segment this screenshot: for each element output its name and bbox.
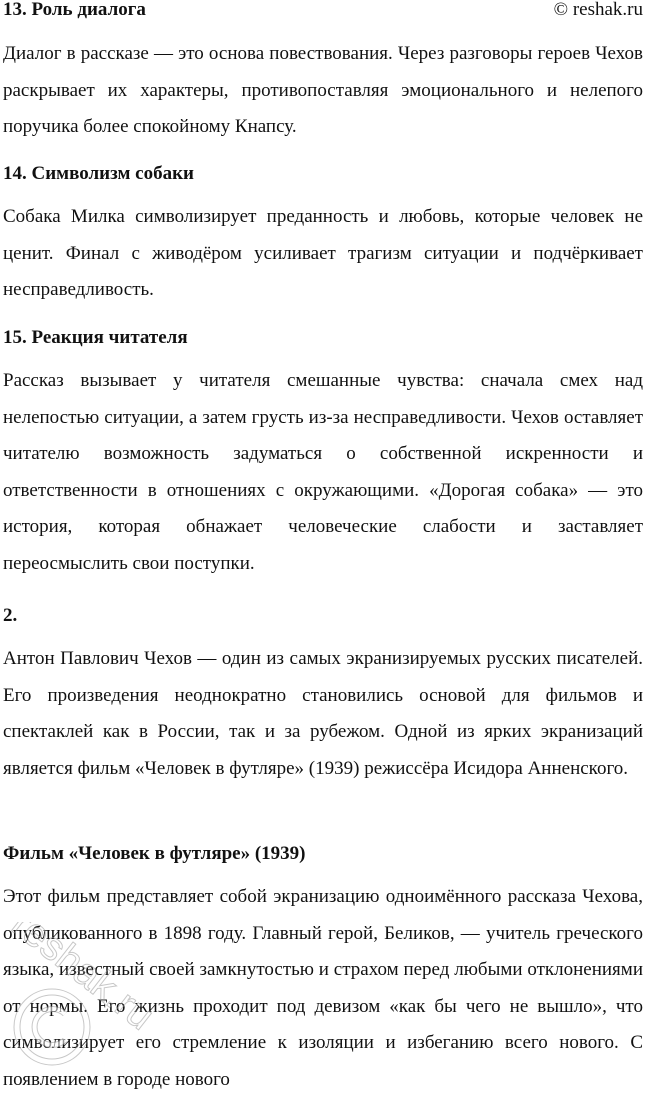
section-15-title: 15. Реакция читателя — [3, 327, 188, 348]
film-section — [3, 843, 643, 865]
paragraph: Диалог в рассказе — это основа повествования. Через разговоры героев Чехов раскрывает их характеры, противопоставляя эмоционального и нелепого поручика более спокойному Кнапсу. — [3, 43, 643, 137]
film-section-body — [3, 879, 643, 1098]
paragraph: Собака Милка символизирует преданность и любовь, которые человек не ценит. Финал с живодёром усиливает трагизм ситуации и подчёркивает несправедливость. — [3, 206, 643, 300]
question-2-body — [3, 641, 643, 787]
section-15 — [3, 327, 643, 349]
svg-text:reshak.ru: reshak.ru — [3, 922, 163, 1039]
section-14 — [3, 163, 643, 185]
question-2 — [3, 605, 643, 627]
question-2-title: 2. — [3, 605, 18, 626]
page-header — [3, 0, 643, 30]
copyright-label: © reshak.ru — [553, 0, 643, 20]
paragraph: Этот фильм представляет собой экранизацию одноимённого рассказа Чехова, опубликованного в 1898 году. Главный герой, Беликов, — учитель греческого языка, известный своей замкнутостью и страхом перед любыми отклонениями от нормы. Его жизнь проходит под девизом «как бы чего не вышло», что символизирует его стремление к изоляции и избеганию всего нового. С появлением в городе нового — [3, 886, 643, 1090]
section-13-title: 13. Роль диалога — [3, 0, 146, 20]
section-14-body — [3, 199, 643, 309]
film-section-title: Фильм «Человек в футляре» (1939) — [3, 843, 306, 864]
section-15-body — [3, 363, 643, 582]
section-14-title: 14. Символизм собаки — [3, 163, 194, 184]
paragraph: Рассказ вызывает у читателя смешанные чувства: сначала смех над нелепостью ситуации, а затем грусть из-за несправедливости. Чехов оставляет читателю возможность задуматься о собственной искренности и ответственности в отношениях с окружающими. «Дорогая собака» — это история, которая обнажает человеческие слабости и заставляет переосмыслить свои поступки. — [3, 370, 643, 574]
section-13-body — [3, 36, 643, 146]
paragraph: Антон Павлович Чехов — один из самых экранизируемых русских писателей. Его произведения неоднократно становились основой для фильмов и спектаклей как в России, так и за рубежом. Одной из ярких экранизаций является фильм «Человек в футляре» (1939) режиссёра Исидора Анненского. — [3, 648, 643, 779]
